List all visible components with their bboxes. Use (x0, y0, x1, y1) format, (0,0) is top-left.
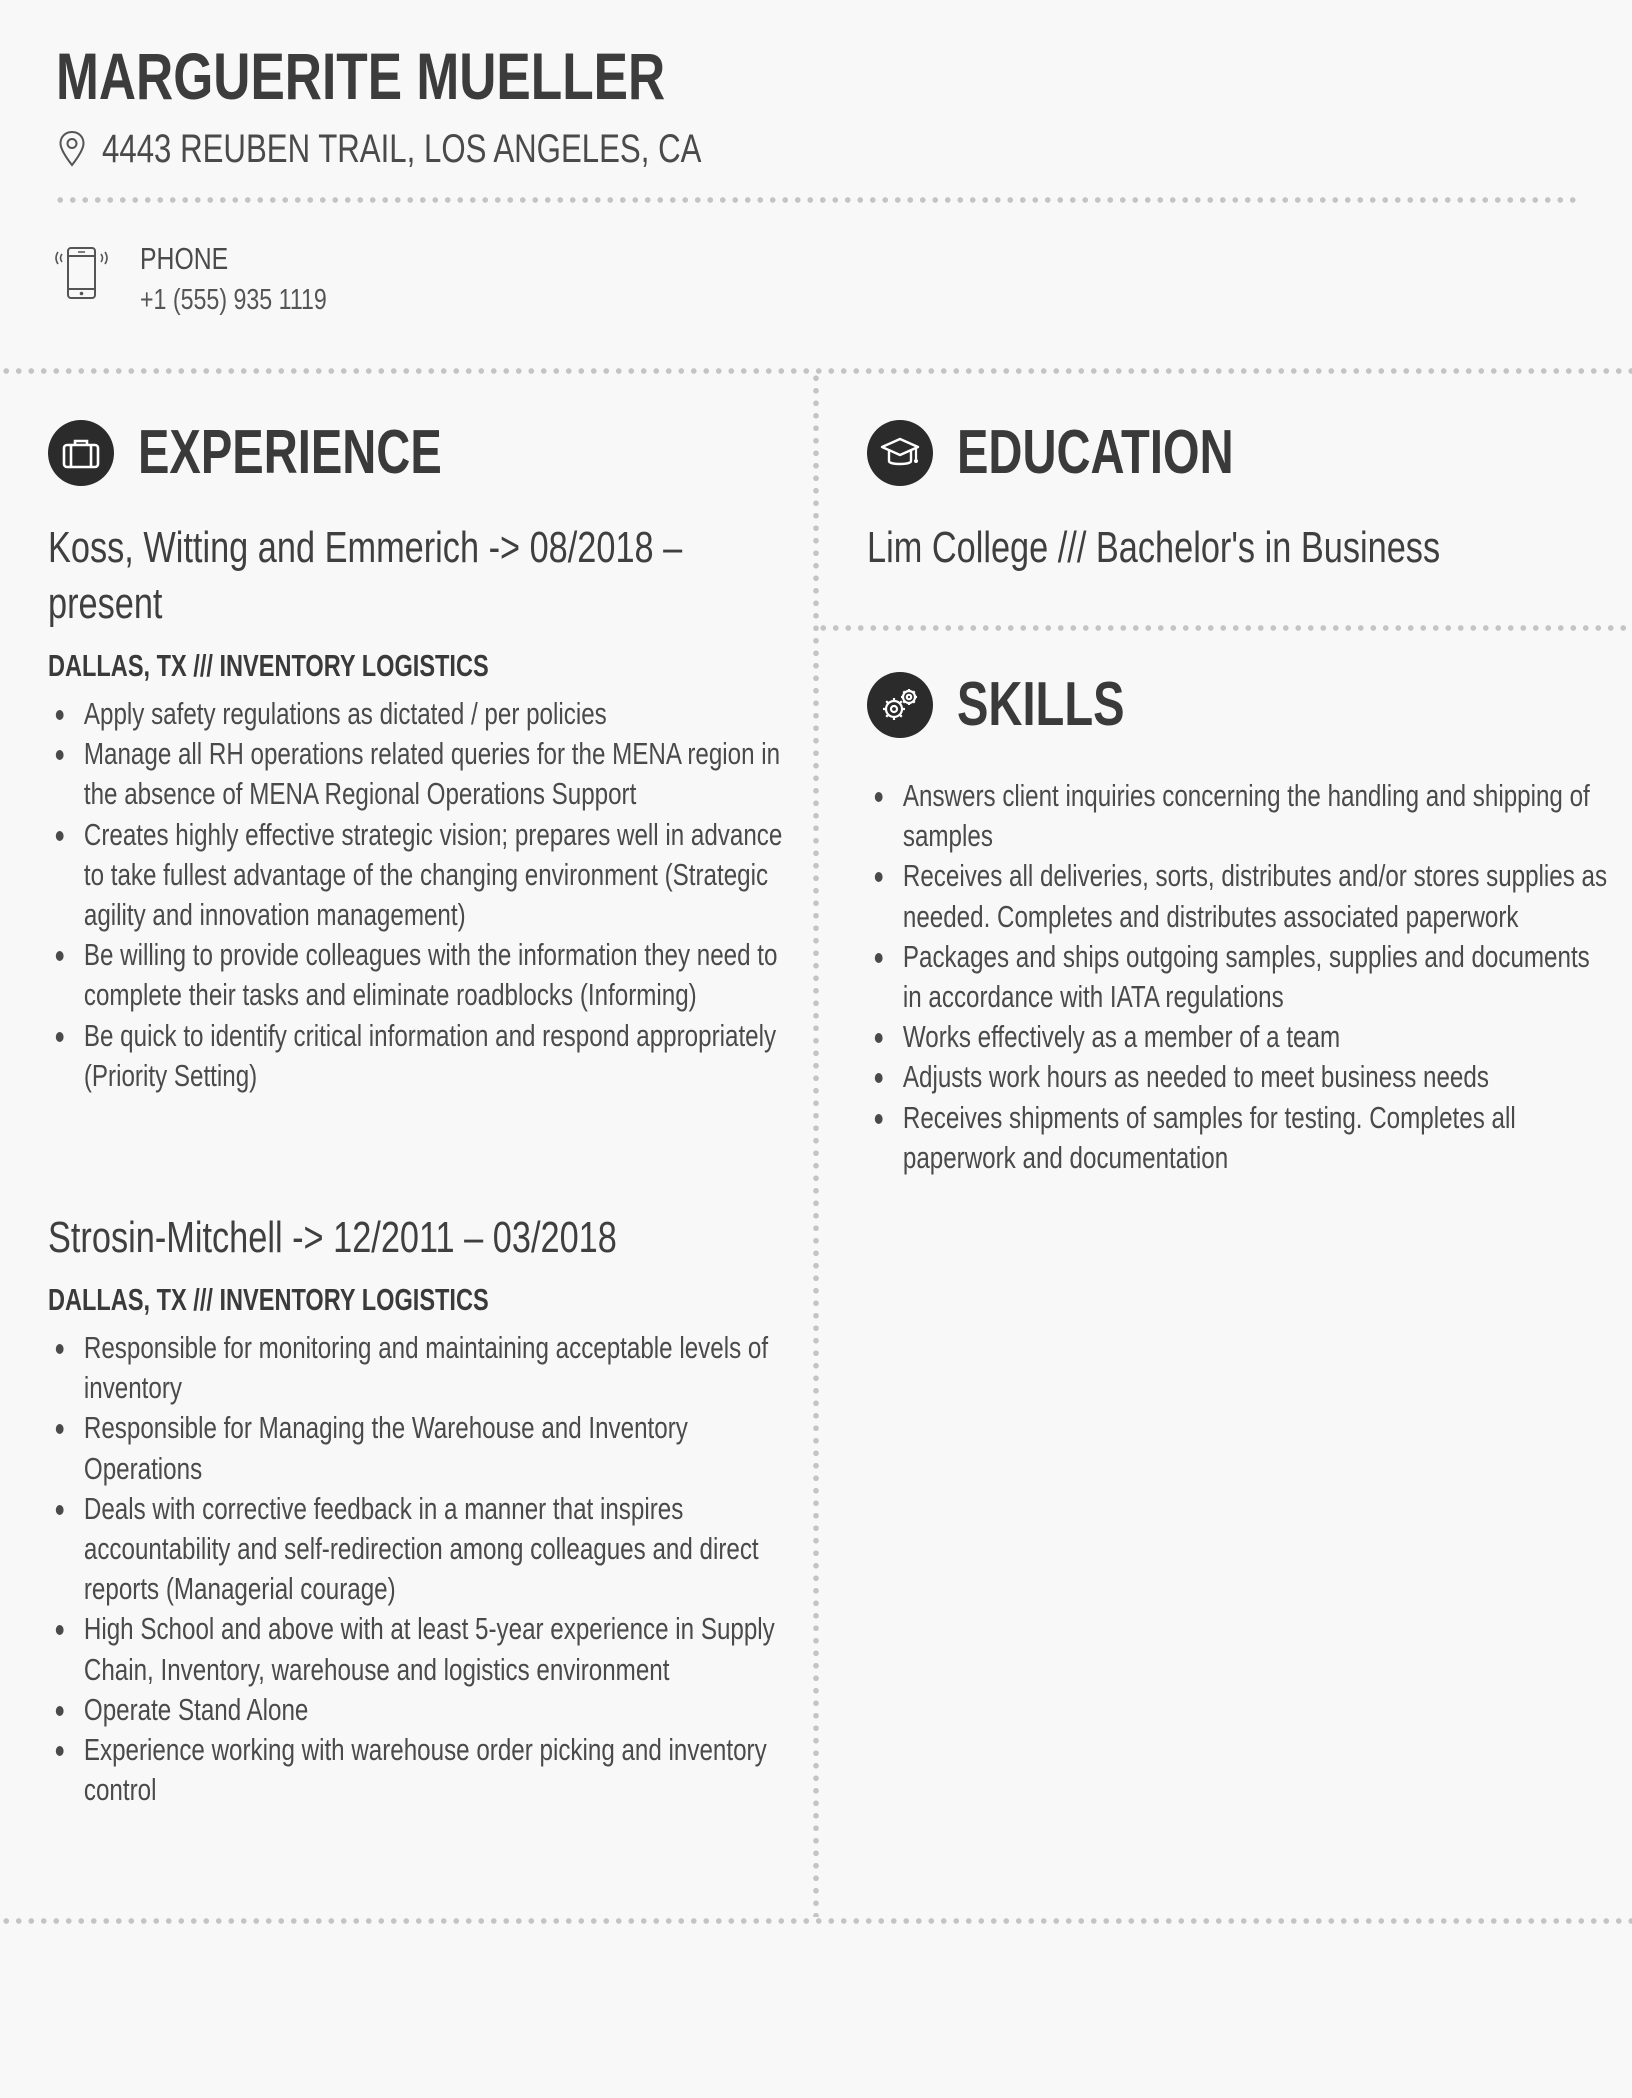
map-pin-icon (56, 129, 88, 169)
list-item: Experience working with warehouse order picking and inventory control (48, 1730, 789, 1810)
list-item: Responsible for monitoring and maintaining acceptable levels of inventory (48, 1328, 789, 1408)
phone-number: +1 (555) 935 1119 (140, 284, 327, 316)
job-1-heading: Koss, Witting and Emmerich -> 08/2018 – present (48, 523, 683, 628)
list-item: Packages and ships outgoing samples, supplies and documents in accordance with IATA regulations (867, 937, 1608, 1017)
job-2-bullets (48, 1328, 789, 1810)
address: 4443 REUBEN TRAIL, LOS ANGELES, CA (102, 127, 702, 171)
footer-divider (0, 1918, 1632, 1924)
contact-phone (54, 240, 374, 320)
job-1-bullets (48, 694, 789, 1096)
skills-list (867, 776, 1608, 1178)
address-row (56, 122, 870, 176)
graduation-cap-icon (867, 420, 933, 486)
list-item: High School and above with at least 5-year experience in Supply Chain, Inventory, warehouse and logistics environment (48, 1609, 789, 1689)
education-divider (817, 625, 1632, 631)
list-item: Adjusts work hours as needed to meet business needs (867, 1057, 1608, 1097)
skills-heading (867, 670, 1177, 740)
list-item: Receives all deliveries, sorts, distributes and/or stores supplies as needed. Completes and distributes associated paperwork (867, 856, 1608, 936)
list-item: Deals with corrective feedback in a manner that inspires accountability and self-redirection among colleagues and direct reports (Managerial courage) (48, 1489, 789, 1610)
resume-header (56, 36, 1576, 171)
list-item: Answers client inquiries concerning the handling and shipping of samples (867, 776, 1608, 856)
education-entry: Lim College /// Bachelor's in Business (867, 523, 1441, 572)
list-item: Creates highly effective strategic vision; prepares well in advance to take fullest advantage of the changing environment (Strategic agility and innovation management) (48, 815, 789, 936)
job-2 (48, 1210, 778, 1810)
education-title: EDUCATION (957, 418, 1234, 487)
header-divider (54, 197, 1578, 203)
skills-block (867, 776, 1608, 1178)
experience-heading (48, 418, 538, 488)
list-item: Apply safety regulations as dictated / per policies (48, 694, 789, 734)
list-item: Be willing to provide colleagues with the information they need to complete their tasks and eliminate roadblocks (Informing) (48, 935, 789, 1015)
mobile-phone-icon (54, 244, 110, 304)
job-1 (48, 520, 783, 1096)
job-2-location-role: DALLAS, TX /// INVENTORY LOGISTICS (48, 1282, 489, 1317)
education-entry-block (867, 520, 1587, 576)
candidate-name: MARGUERITE MUELLER (56, 39, 666, 113)
experience-title: EXPERIENCE (138, 418, 442, 487)
briefcase-icon (48, 420, 114, 486)
phone-label: PHONE (140, 241, 229, 276)
list-item: Responsible for Managing the Warehouse and Inventory Operations (48, 1408, 789, 1488)
skills-title: SKILLS (957, 670, 1125, 739)
education-heading (867, 418, 1321, 488)
list-item: Receives shipments of samples for testing. Completes all paperwork and documentation (867, 1098, 1608, 1178)
job-2-heading: Strosin-Mitchell -> 12/2011 – 03/2018 (48, 1213, 617, 1262)
list-item: Manage all RH operations related queries for the MENA region in the absence of MENA Regional Operations Support (48, 734, 789, 814)
list-item: Works effectively as a member of a team (867, 1017, 1608, 1057)
job-1-location-role: DALLAS, TX /// INVENTORY LOGISTICS (48, 648, 489, 683)
column-divider (813, 372, 819, 1917)
gears-icon (867, 672, 933, 738)
list-item: Be quick to identify critical information and respond appropriately (Priority Setting) (48, 1016, 789, 1096)
list-item: Operate Stand Alone (48, 1690, 789, 1730)
